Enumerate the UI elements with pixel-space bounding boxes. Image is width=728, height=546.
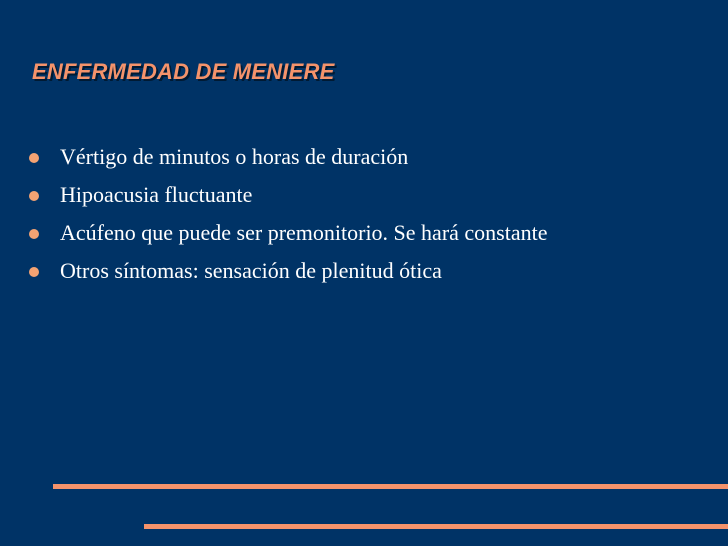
bullet-item [28, 140, 668, 174]
slide-title: ENFERMEDAD DE MENIERE [32, 59, 335, 84]
bullet-dot-icon [29, 229, 39, 239]
decorative-bar-bottom [144, 524, 728, 529]
bullet-list [28, 140, 668, 292]
bullet-item [28, 216, 620, 250]
bullet-item [28, 254, 668, 288]
decorative-bar-top [53, 484, 728, 489]
bullet-text: Hipoacusia fluctuante [60, 182, 253, 207]
bullet-text: Acúfeno que puede ser premonitorio. Se hará constante [60, 220, 548, 245]
bullet-dot-icon [29, 153, 39, 163]
bullet-dot-icon [29, 267, 39, 277]
bullet-text: Vértigo de minutos o horas de duración [60, 144, 409, 169]
bullet-text: Otros síntomas: sensación de plenitud ótica [60, 258, 442, 283]
bullet-item [28, 178, 668, 212]
bullet-dot-icon [29, 191, 39, 201]
